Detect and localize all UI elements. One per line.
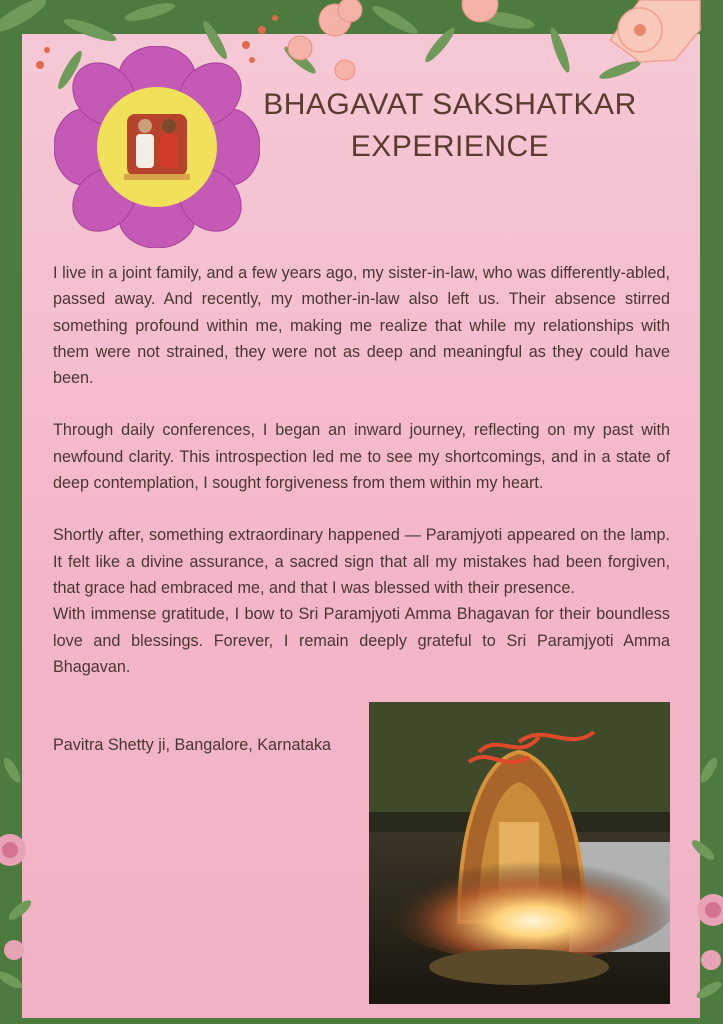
lamp-photo <box>369 702 670 1004</box>
signature: Pavitra Shetty ji, Bangalore, Karnataka <box>53 736 332 754</box>
portrait-icon <box>124 114 190 180</box>
paragraph-3: Shortly after, something extraordinary happened — Paramjyoti appeared on the lamp. It felt like a divine assurance, a sacred sign that all my mistakes had been forgiven, that grace had embraced me, and that I was blessed with their presence. <box>53 526 670 597</box>
paragraph-2: Through daily conferences, I began an inward journey, reflecting on my past with newfound clarity. This introspection led me to see my shortcomings, and in a state of deep contemplation, I sought forgiveness from them within my heart. <box>53 421 670 493</box>
paragraph-1: I live in a joint family, and a few years ago, my sister-in-law, who was differently-abled, passed away. And recently, my mother-in-law also left us. Their absence stirred something profound within me, making me realize that while my relationships with them were not strained, they were not as deep and meaningful as they could have been. <box>53 264 670 388</box>
testimony-body <box>53 260 670 680</box>
page-title <box>230 84 670 168</box>
title-line-1: BHAGAVAT SAKSHATKAR <box>263 88 637 121</box>
paragraph-4: With immense gratitude, I bow to Sri Paramjyoti Amma Bhagavan for their boundless love and blessings. Forever, I remain deeply grateful to Sri Paramjyoti Amma Bhagavan. <box>53 605 670 676</box>
title-line-2: EXPERIENCE <box>350 130 550 163</box>
